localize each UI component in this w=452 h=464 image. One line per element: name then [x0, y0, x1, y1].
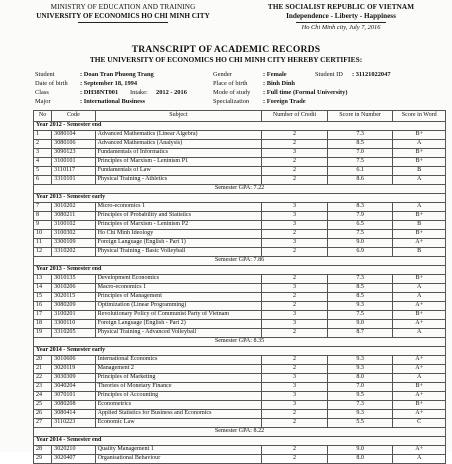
table-row [34, 419, 446, 428]
course-score-word: A [393, 293, 446, 302]
course-subject: Physical Training - Basic Volleyball [95, 248, 262, 257]
course-no: 28 [34, 446, 52, 455]
student-info [35, 70, 445, 106]
course-subject: Physical Training - Athletics [95, 176, 262, 185]
course-no: 4 [34, 158, 52, 167]
course-score-number: 9.3 [327, 365, 393, 374]
gender-value: : Female [263, 71, 287, 78]
table-row [34, 221, 446, 230]
course-no: 10 [34, 230, 52, 239]
course-credit: 2 [262, 329, 328, 338]
course-score-number: 8.0 [327, 455, 393, 464]
table-row [34, 320, 446, 329]
pob-value: : Binh Dinh [263, 80, 295, 87]
course-credit: 2 [262, 176, 328, 185]
table-row [34, 176, 446, 185]
course-code: 3010606 [52, 356, 95, 365]
course-score-word: A [393, 140, 446, 149]
course-score-number: 9.3 [327, 302, 393, 311]
course-code: 3080106 [52, 140, 95, 149]
course-code: 3040204 [52, 383, 95, 392]
semester-label: Year 2014 - Semester end [34, 437, 446, 446]
course-credit: 2 [262, 446, 328, 455]
course-code: 3080104 [52, 131, 95, 140]
table-row [34, 140, 446, 149]
ministry-name: MINISTRY OF EDUCATION AND TRAINING [50, 3, 196, 11]
course-score-word: A+ [393, 302, 446, 311]
course-code: 3070101 [52, 392, 95, 401]
course-credit: 3 [262, 311, 328, 320]
table-row [34, 203, 446, 212]
course-no: 13 [34, 275, 52, 284]
course-code: 3300109 [52, 239, 95, 248]
course-subject: Physical Training - Advanced Volleyball [95, 329, 262, 338]
course-credit: 2 [262, 275, 328, 284]
course-score-number: 7.5 [327, 230, 393, 239]
course-no: 18 [34, 320, 52, 329]
pob-label: Place of birth [213, 80, 248, 87]
course-score-number: 9.5 [327, 392, 393, 401]
course-no: 9 [34, 221, 52, 230]
course-score-number: 6.5 [327, 221, 393, 230]
student-name: : Doan Tran Phuong Trang [80, 71, 154, 78]
university-name: UNIVERSITY OF ECONOMICS HO CHI MINH CITY [36, 12, 210, 20]
student-label: Student [35, 71, 55, 78]
course-subject: Organisational Behaviour [95, 455, 262, 464]
course-subject: Optimization (Linear Programming) [95, 302, 262, 311]
table-row [34, 131, 446, 140]
course-no: 7 [34, 203, 52, 212]
course-no: 20 [34, 356, 52, 365]
course-subject: Ho Chi Minh Ideology [95, 230, 262, 239]
course-score-word: A [393, 203, 446, 212]
semester-gpa-row [34, 428, 446, 437]
course-code: 3310101 [52, 176, 95, 185]
course-score-word: B+ [393, 311, 446, 320]
course-score-number: 7.3 [327, 401, 393, 410]
info-row [35, 88, 445, 97]
course-score-number: 6.1 [327, 167, 393, 176]
course-score-word: A [393, 329, 446, 338]
transcript-table [33, 110, 446, 464]
table-row [34, 149, 446, 158]
course-code: 3100302 [52, 230, 95, 239]
course-no: 6 [34, 176, 52, 185]
course-score-word: C [393, 419, 446, 428]
course-credit: 3 [262, 374, 328, 383]
dob-label: Date of birth [35, 80, 68, 87]
course-score-word: B+ [393, 401, 446, 410]
header-score-number: Score in Number [327, 111, 393, 122]
course-subject: Principles of Probability and Statistics [95, 212, 262, 221]
course-credit: 2 [262, 131, 328, 140]
course-code: 3080209 [52, 302, 95, 311]
student-id-value: : 31121022047 [352, 71, 391, 78]
course-credit: 2 [262, 167, 328, 176]
course-score-number: 7.5 [327, 158, 393, 167]
table-row [34, 410, 446, 419]
table-row [34, 365, 446, 374]
table-header-row [34, 111, 446, 122]
course-credit: 2 [262, 140, 328, 149]
course-code: 3030309 [52, 374, 95, 383]
semester-gpa: Semester GPA: 7.86 [34, 257, 446, 266]
course-credit: 2 [262, 230, 328, 239]
course-subject: Foreign Language (English - Part 1) [95, 239, 262, 248]
course-no: 2 [34, 140, 52, 149]
mode-value: : Full time (Formal University) [263, 89, 348, 96]
table-row [34, 239, 446, 248]
course-credit: 2 [262, 365, 328, 374]
semester-header-row [34, 194, 446, 203]
course-subject: Applied Statistics for Business and Economics [95, 410, 262, 419]
header-divider [78, 22, 168, 23]
course-subject: Principles of Accounting [95, 392, 262, 401]
course-credit: 2 [262, 455, 328, 464]
course-credit: 2 [262, 158, 328, 167]
course-no: 16 [34, 302, 52, 311]
dob-value: : September 18, 1994 [80, 80, 138, 87]
course-no: 8 [34, 212, 52, 221]
info-row [35, 97, 445, 106]
course-no: 17 [34, 311, 52, 320]
info-row [35, 70, 445, 79]
semester-header-row [34, 266, 446, 275]
course-score-word: B+ [393, 212, 446, 221]
course-score-word: A [393, 455, 446, 464]
course-score-word: A+ [393, 356, 446, 365]
course-subject: Principles of Marketing [95, 374, 262, 383]
course-credit: 3 [262, 212, 328, 221]
course-score-word: B+ [393, 275, 446, 284]
class-value: : DH38NT001 [80, 89, 119, 96]
course-credit: 3 [262, 392, 328, 401]
major-label: Major [35, 98, 51, 105]
course-code: 3020210 [52, 446, 95, 455]
course-code: 3010202 [52, 203, 95, 212]
national-motto-block [236, 3, 446, 32]
course-score-number: 8.5 [327, 140, 393, 149]
course-code: 3090123 [52, 149, 95, 158]
course-credit: 3 [262, 221, 328, 230]
course-score-word: A+ [393, 365, 446, 374]
table-row [34, 455, 446, 464]
course-credit: 3 [262, 383, 328, 392]
course-credit: 2 [262, 248, 328, 257]
course-score-word: B+ [393, 131, 446, 140]
table-row [34, 158, 446, 167]
course-score-number: 5.5 [327, 419, 393, 428]
course-code: 3020407 [52, 455, 95, 464]
table-row [34, 167, 446, 176]
course-credit: 2 [262, 302, 328, 311]
course-code: 3080414 [52, 410, 95, 419]
course-score-number: 9.0 [327, 239, 393, 248]
course-score-number: 6.9 [327, 248, 393, 257]
semester-gpa: Semester GPA: 7.22 [34, 185, 446, 194]
transcript-body [34, 122, 446, 464]
header-code: Code [52, 111, 95, 122]
mode-label: Mode of study [213, 89, 251, 96]
header-credit: Number of Credit [262, 111, 328, 122]
header-subject: Subject [95, 111, 262, 122]
course-score-number: 7.0 [327, 149, 393, 158]
course-code: 3100201 [52, 311, 95, 320]
course-no: 22 [34, 374, 52, 383]
course-credit: 3 [262, 320, 328, 329]
course-subject: Principles of Marxism - Leninism P1 [95, 158, 262, 167]
course-subject: Macro-economics 1 [95, 284, 262, 293]
course-score-word: B+ [393, 383, 446, 392]
header-no: No [34, 111, 52, 122]
course-subject: Principles of Marxism - Leninism P2 [95, 221, 262, 230]
table-row [34, 329, 446, 338]
course-code: 3110223 [52, 419, 95, 428]
course-score-number: 8.0 [327, 374, 393, 383]
course-credit: 3 [262, 149, 328, 158]
course-code: 3100102 [52, 221, 95, 230]
table-row [34, 248, 446, 257]
table-row [34, 302, 446, 311]
course-no: 15 [34, 293, 52, 302]
course-code: 3010206 [52, 284, 95, 293]
course-code: 3100101 [52, 158, 95, 167]
semester-label: Year 2014 - Semester early [34, 347, 446, 356]
semester-gpa-row [34, 257, 446, 266]
specialization-value: : Foreign Trade [263, 98, 306, 105]
table-row [34, 212, 446, 221]
course-no: 23 [34, 383, 52, 392]
course-credit: 2 [262, 356, 328, 365]
course-subject: Principles of Management [95, 293, 262, 302]
gender-label: Gender [213, 71, 232, 78]
course-credit: 2 [262, 410, 328, 419]
course-no: 25 [34, 401, 52, 410]
course-subject: Development Economics [95, 275, 262, 284]
course-no: 11 [34, 239, 52, 248]
course-credit: 2 [262, 419, 328, 428]
course-score-word: B+ [393, 149, 446, 158]
course-subject: Quality Management 1 [95, 446, 262, 455]
semester-label: Year 2012 - Semester end [34, 122, 446, 131]
semester-gpa: Semester GPA: 8.22 [34, 428, 446, 437]
course-score-word: A [393, 374, 446, 383]
course-score-number: 8.5 [327, 293, 393, 302]
course-no: 29 [34, 455, 52, 464]
document-header [0, 3, 452, 39]
course-no: 24 [34, 392, 52, 401]
issue-date: Ho Chi Minh city, July 7, 2016 [301, 24, 381, 31]
course-subject: Econometrics [95, 401, 262, 410]
class-label: Class [35, 89, 49, 96]
student-id-label: Student ID [315, 71, 343, 78]
course-no: 14 [34, 284, 52, 293]
document-title: TRANSCRIPT OF ACADEMIC RECORDS [131, 44, 321, 55]
course-subject: Foreign Language (English - Part 2) [95, 320, 262, 329]
table-row [34, 275, 446, 284]
course-code: 3310205 [52, 329, 95, 338]
course-score-number: 7.5 [327, 311, 393, 320]
course-score-number: 8.7 [327, 329, 393, 338]
table-row [34, 374, 446, 383]
course-code: 3080211 [52, 212, 95, 221]
course-subject: Fundamentals of Informatics [95, 149, 262, 158]
course-code: 3020115 [52, 293, 95, 302]
course-score-word: A+ [393, 446, 446, 455]
course-no: 26 [34, 410, 52, 419]
course-score-word: A+ [393, 320, 446, 329]
course-code: 3020119 [52, 365, 95, 374]
course-code: 3080208 [52, 401, 95, 410]
course-no: 1 [34, 131, 52, 140]
course-credit: 2 [262, 293, 328, 302]
semester-header-row [34, 437, 446, 446]
table-row [34, 284, 446, 293]
table-row [34, 230, 446, 239]
course-no: 3 [34, 149, 52, 158]
semester-label: Year 2013 - Semester early [34, 194, 446, 203]
table-row [34, 383, 446, 392]
course-subject: Management 2 [95, 365, 262, 374]
table-row [34, 401, 446, 410]
major-value: : International Business [80, 98, 145, 105]
course-score-word: B [393, 167, 446, 176]
issuer-block [18, 3, 228, 23]
course-score-number: 7.0 [327, 383, 393, 392]
course-no: 27 [34, 419, 52, 428]
table-row [34, 311, 446, 320]
course-no: 12 [34, 248, 52, 257]
course-score-word: A+ [393, 410, 446, 419]
course-score-word: B [393, 221, 446, 230]
course-subject: Advanced Mathematics (Analysis) [95, 140, 262, 149]
course-score-number: 8.5 [327, 284, 393, 293]
course-score-word: A+ [393, 239, 446, 248]
course-subject: International Economics [95, 356, 262, 365]
specialization-label: Specialization [213, 98, 250, 105]
course-subject: Revolutionary Policy of Communist Party of Vietnam [95, 311, 262, 320]
semester-label: Year 2013 - Semester end [34, 266, 446, 275]
course-score-number: 9.0 [327, 446, 393, 455]
course-score-word: A [393, 176, 446, 185]
course-subject: Economic Law [95, 419, 262, 428]
table-row [34, 293, 446, 302]
course-subject: Advanced Mathematics (Linear Algebra) [95, 131, 262, 140]
semester-gpa: Semester GPA: 8.35 [34, 338, 446, 347]
course-score-number: 9.3 [327, 356, 393, 365]
course-code: 3010135 [52, 275, 95, 284]
intake-value: 2012 - 2016 [156, 89, 187, 96]
semester-gpa-row [34, 338, 446, 347]
course-code: 3300110 [52, 320, 95, 329]
course-subject: Micro-economics 1 [95, 203, 262, 212]
course-credit: 3 [262, 239, 328, 248]
course-credit: 3 [262, 203, 328, 212]
table-row [34, 392, 446, 401]
semester-header-row [34, 347, 446, 356]
course-score-word: A+ [393, 392, 446, 401]
intake-label: Intake: [130, 89, 148, 96]
semester-header-row [34, 122, 446, 131]
course-score-word: B [393, 248, 446, 257]
course-score-word: A [393, 284, 446, 293]
course-code: 3110117 [52, 167, 95, 176]
certification-line: THE UNIVERSITY OF ECONOMICS HO CHI MINH CITY HEREBY CERTIFIES: [89, 55, 363, 64]
course-score-number: 7.3 [327, 131, 393, 140]
course-no: 5 [34, 167, 52, 176]
document-title-block [0, 44, 452, 64]
course-credit: 3 [262, 401, 328, 410]
course-code: 3310202 [52, 248, 95, 257]
course-no: 21 [34, 365, 52, 374]
national-motto: Independence - Liberty - Happiness [286, 12, 396, 20]
country-name: THE SOCIALIST REPUBLIC OF VIETNAM [267, 3, 415, 11]
course-subject: Theories of Monetary Finance [95, 383, 262, 392]
course-credit: 3 [262, 284, 328, 293]
course-no: 19 [34, 329, 52, 338]
course-score-number: 7.3 [327, 275, 393, 284]
table-row [34, 356, 446, 365]
course-score-number: 8.3 [327, 203, 393, 212]
header-score-word: Score in Word [393, 111, 446, 122]
course-score-number: 8.6 [327, 176, 393, 185]
course-score-word: B+ [393, 158, 446, 167]
course-score-number: 7.9 [327, 212, 393, 221]
course-score-word: B+ [393, 230, 446, 239]
table-row [34, 446, 446, 455]
semester-gpa-row [34, 185, 446, 194]
info-row [35, 79, 445, 88]
course-score-number: 9.3 [327, 410, 393, 419]
course-score-number: 9.0 [327, 320, 393, 329]
course-subject: Fundamentals of Law [95, 167, 262, 176]
